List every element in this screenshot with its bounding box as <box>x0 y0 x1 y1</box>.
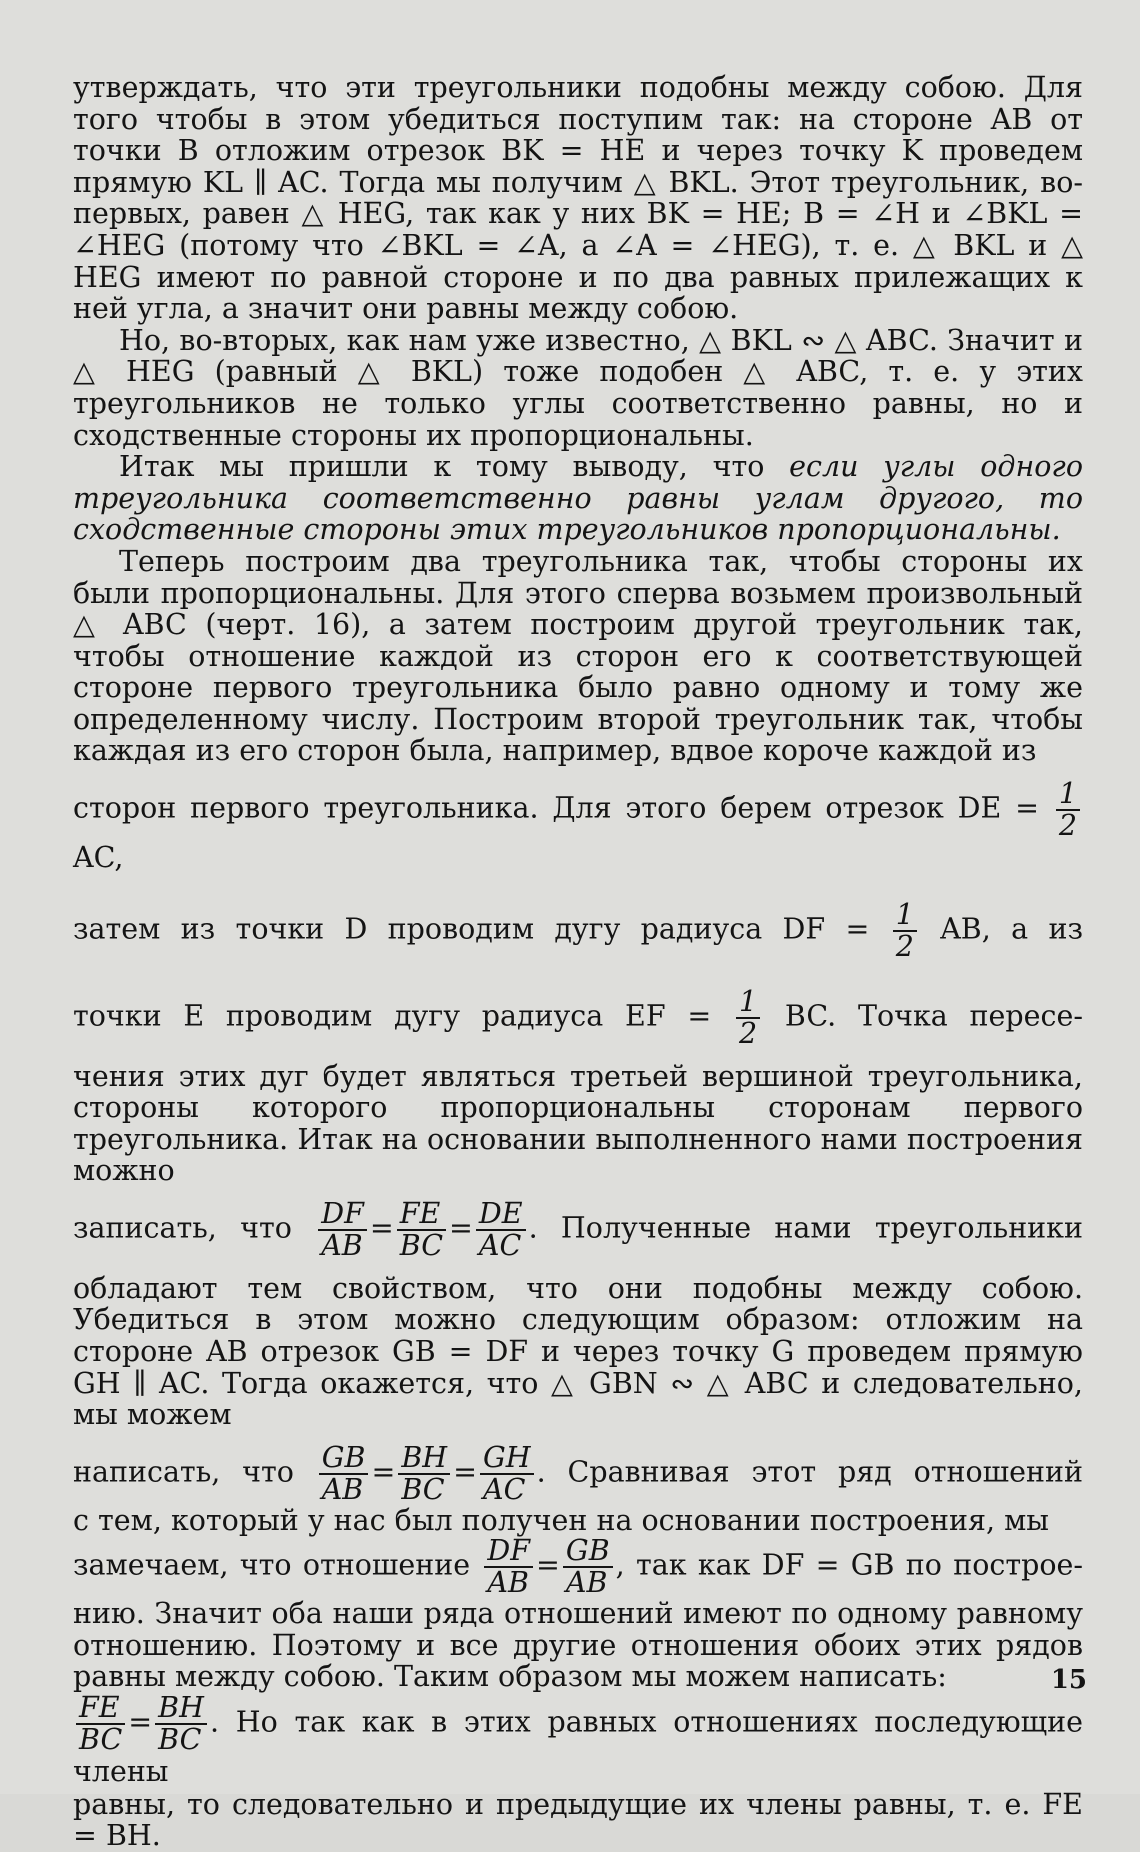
fraction-denominator: AB <box>487 1566 529 1600</box>
equals-sign: = <box>536 1548 560 1582</box>
fraction-denominator: AC <box>483 1472 526 1506</box>
formula-line-ratios-2 <box>73 1440 1083 1506</box>
formula-line-de <box>73 779 1083 875</box>
formula-line-ratios-2-tail: . Сравнивая этот ряд отношений <box>536 1455 1083 1489</box>
formula-line-ratios-1-tail: . Полученные нами треугольники <box>528 1211 1083 1245</box>
formula-line-ratios-3-tail: , так как DF = GB по построе- <box>615 1548 1083 1582</box>
paragraph-1: утверждать, что эти треугольники подобны между собою. Для того чтобы в этом убедиться поступим так: на стороне AB от точки B отложим отрезок BK = HE и через точку K проведем прямую KL ∥ AC. Тогда мы получим △ BKL. Этот треугольник, во-первых, равен △ HEG, так как у них BK = HE; B = ∠H и ∠BKL = ∠HEG (потому что ∠BKL = ∠A, а ∠A = ∠HEG), т. е. △ BKL и △ HEG имеют по равной стороне и по два равных прилежащих к ней угла, а значит они равны между собою. <box>73 71 1083 326</box>
paragraph-3-text: Итак мы пришли к тому выводу, что <box>119 450 790 484</box>
formula-line-ef-text: точки E проводим дугу радиуса EF = <box>73 999 733 1033</box>
formula-line-df-text: затем из точки D проводим дугу радиуса DF = <box>73 912 890 946</box>
paragraph-5: чения этих дуг будет являться третьей вершиной треугольника, стороны которого пропорциональны сторонам первого треугольника. Итак на основании выполненного нами построения можно <box>73 1059 1083 1188</box>
fraction-half-2 <box>893 897 917 963</box>
fraction-gh-ac <box>480 1440 534 1506</box>
equals-sign: = <box>369 1211 394 1245</box>
fraction-df-ab-2 <box>484 1536 533 1598</box>
paragraph-7: с тем, который у нас был получен на основании построения, мы <box>73 1503 1049 1537</box>
fraction-gb-ab <box>319 1440 369 1506</box>
fraction-numerator: BH <box>398 1443 450 1475</box>
equals-sign: = <box>453 1455 478 1489</box>
fraction-fe-bc <box>397 1196 446 1262</box>
fraction-numerator: DF <box>318 1199 367 1231</box>
theorem-statement: если углы одного треугольника соответственно равны углам другого, то сходственные стороны этих треугольников пропорциональны. <box>73 450 1083 547</box>
formula-line-ratios-3 <box>73 1536 1083 1598</box>
paragraph-4: Теперь построим два треугольника так, чтобы стороны их были пропорциональны. Для этого сперва возьмем произвольный △ ABC (черт. 16), а затем построим другой треугольник так, чтобы отношение каждой из сторон его к соответствующей стороне первого треугольника было равно одному и тому же определенному числу. Построим второй треугольник так, чтобы каждая из его сторон была, например, вдвое короче каждой из <box>73 544 1083 768</box>
fraction-denominator: BC <box>399 1228 444 1262</box>
fraction-numerator: 1 <box>1056 779 1080 811</box>
fraction-denominator: AC <box>478 1228 522 1262</box>
equals-sign: = <box>449 1211 473 1245</box>
fraction-denominator: BC <box>79 1722 123 1756</box>
page-number: 15 <box>1050 1665 1087 1695</box>
paragraph-2: Но, во-вторых, как нам уже известно, △ BKL ∾ △ ABC. Значит и △ HEG (равный △ BKL) тоже подобен △ ABC, т. е. у этих треугольников не только углы соответственно равны, но и сходственные стороны их пропорциональны. <box>73 323 1083 452</box>
formula-line-ratios-4 <box>73 1690 1083 1789</box>
formula-line-ratios-1-text: записать, что <box>73 1211 316 1245</box>
fraction-numerator: DE <box>476 1199 526 1231</box>
fraction-numerator: GH <box>480 1443 534 1475</box>
fraction-denominator: AB <box>321 1228 363 1262</box>
fraction-half-3 <box>736 984 760 1050</box>
formula-line-df <box>73 897 1084 963</box>
fraction-denominator: BC <box>158 1722 202 1756</box>
fraction-df-ab <box>318 1196 367 1262</box>
equals-sign: = <box>128 1705 153 1739</box>
fraction-numerator: FE <box>397 1199 446 1231</box>
formula-line-df-tail: AB, а из <box>919 912 1084 946</box>
formula-line-ratios-2-text: написать, что <box>73 1455 316 1489</box>
fraction-half-1 <box>1056 779 1080 841</box>
paragraph-8: нию. Значит оба наши ряда отношений имеют по одному равному отношению. Поэтому и все другие отношения обоих этих рядов равны между собою. Таким образом мы можем написать: <box>73 1597 1083 1694</box>
fraction-numerator: FE <box>76 1693 125 1725</box>
fraction-denominator: 2 <box>739 1016 758 1050</box>
formula-line-ratios-3-text: замечаем, что отношение <box>73 1548 482 1582</box>
formula-line-ratios-1 <box>73 1196 1083 1262</box>
formula-line-ef <box>73 984 1083 1050</box>
fraction-numerator: DF <box>484 1536 533 1568</box>
fraction-fe-bc-2 <box>76 1690 125 1756</box>
fraction-numerator: GB <box>319 1443 369 1475</box>
fraction-bh-bc <box>398 1440 450 1506</box>
paragraph-9: равны, то следовательно и предыдущие их члены равны, т. е. FE = BH. <box>73 1787 1083 1852</box>
fraction-numerator: GB <box>563 1536 613 1568</box>
fraction-de-ac <box>476 1196 526 1262</box>
fraction-denominator: 2 <box>895 929 914 963</box>
paragraph-3 <box>73 451 1083 546</box>
formula-line-de-tail: AC, <box>73 840 124 874</box>
fraction-gb-ab-2 <box>563 1536 613 1598</box>
fraction-numerator: 1 <box>736 987 760 1019</box>
fraction-denominator: BC <box>401 1472 445 1506</box>
fraction-bh-bc-2 <box>155 1690 207 1756</box>
equals-sign: = <box>371 1455 396 1489</box>
page-body <box>73 72 1083 1852</box>
fraction-numerator: 1 <box>893 900 917 932</box>
paragraph-6: обладают тем свойством, что они подобны между собою. Убедиться в этом можно следующим образом: отложим на стороне AB отрезок GB = DF и через точку G проведем прямую GH ∥ AC. Тогда окажется, что △ GBN ∾ △ ABC и следовательно, мы можем <box>73 1271 1083 1432</box>
fraction-denominator: AB <box>565 1566 608 1600</box>
formula-line-ef-tail: BC. Точка пересе- <box>763 999 1083 1033</box>
fraction-numerator: BH <box>155 1693 207 1725</box>
formula-line-de-text: сторон первого треугольника. Для этого берем отрезок DE = <box>73 791 1053 825</box>
fraction-denominator: AB <box>321 1472 364 1506</box>
formula-line-ratios-4-tail: . Но так как в этих равных отношениях последующие члены <box>73 1705 1083 1788</box>
fraction-denominator: 2 <box>1058 808 1077 842</box>
